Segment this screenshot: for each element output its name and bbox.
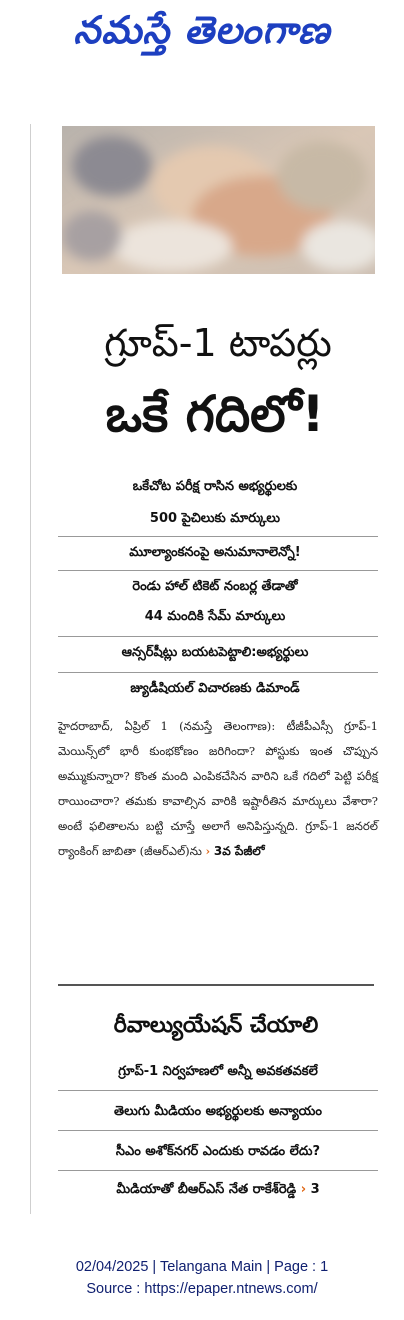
footer-dateline: 02/04/2025 | Telangana Main | Page : 1: [75, 1259, 329, 1275]
sidebar-line-last: [58, 1178, 378, 1202]
sidebar-jump-page[interactable]: 3: [310, 1182, 320, 1197]
deck-line: మూల్యాంకనంపై అనుమానాలెన్నో!: [129, 545, 301, 560]
continue-arrow-icon: ›: [300, 1182, 307, 1197]
deck-rule: [58, 672, 378, 673]
sidebar-line-text: మీడియాతో బీఆర్‌ఎస్‌ నేత రాకేశ్‌రెడ్డి: [116, 1182, 297, 1197]
deck-line: 44 మందికి సేమ్‌ మార్కులు: [144, 609, 286, 624]
deck-line: ఆన్సర్‌షీట్లు బయటపెట్టాలి:అభ్యర్థులు: [121, 645, 309, 660]
deck-rule: [58, 636, 378, 637]
sidebar-rule: [58, 1090, 378, 1091]
exam-hall-photo: [62, 126, 375, 274]
headline-line-1: గ్రూప్‌-1 టాపర్లు: [104, 321, 332, 365]
sidebar-line: గ్రూప్‌-1 నిర్వహణలో అన్నీ అవకతవకలే: [118, 1064, 318, 1079]
newspaper-title: నమస్తే తెలంగాణ: [73, 8, 331, 52]
section-rule: [58, 984, 374, 986]
deck-line: 500 పైచిలుకు మార్కులు: [149, 511, 281, 526]
headline-line-2: ఒకే గదిలో!: [105, 385, 325, 443]
continue-arrow-icon: ›: [205, 844, 211, 858]
footer-source[interactable]: Source : https://epaper.ntnews.com/: [86, 1281, 318, 1297]
deck-line: రెండు హాల్‌ టికెట్‌ నంబర్ల తేడాతో: [132, 579, 298, 594]
deck-rule: [58, 536, 378, 537]
masthead: [0, 0, 404, 58]
deck-rule: [58, 570, 378, 571]
sidebar-line: సీఎం అశోక్‌నగర్‌ ఎందుకు రావడం లేదు?: [115, 1144, 321, 1159]
deck-line: జ్యుడీషియల్‌ విచారణకు డిమాండ్‌: [130, 681, 300, 696]
continued-on-page[interactable]: 3వ పేజీలో: [213, 844, 265, 858]
deck-line: ఒకేచోట పరీక్ష రాసిన అభ్యర్థులకు: [132, 479, 298, 494]
column-divider: [30, 124, 31, 1214]
article-photo: [62, 126, 375, 274]
article-body: [58, 714, 378, 864]
article-body-text: హైదరాబాద్‌, ఏప్రిల్‌ 1 (నమస్తే తెలంగాణ): టీజీపీఎస్సీ గ్రూప్‌-1 మెయిన్స్‌లో భారీ కుంభకోణం జరిగిందా? పోస్టుకు ఇంత చొప్పున అమ్ముకున్నారా? కొంత మంది ఎంపికచేసిన వారిని ఒకే గదిలో పెట్టి పరీక్ష రాయించారా? తమకు కావాల్సిన వారికి ఇష్టారీతిన మార్కులు వేశారా? అంటే ఫలితాలను బట్టి చూస్తే అలాగే అనిపిస్తున్నది. గ్రూప్‌-1 జనరల్‌ ర్యాంకింగ్‌ జాబితా (జీఆర్‌ఎల్‌)ను: [58, 719, 378, 858]
sidebar-line: తెలుగు మీడియం అభ్యర్థులకు అన్యాయం: [113, 1104, 322, 1119]
sidebar-headline: రీవాల్యుయేషన్‌ చేయాలి: [113, 1013, 319, 1038]
sidebar-rule: [58, 1130, 378, 1131]
sidebar-rule: [58, 1170, 378, 1171]
